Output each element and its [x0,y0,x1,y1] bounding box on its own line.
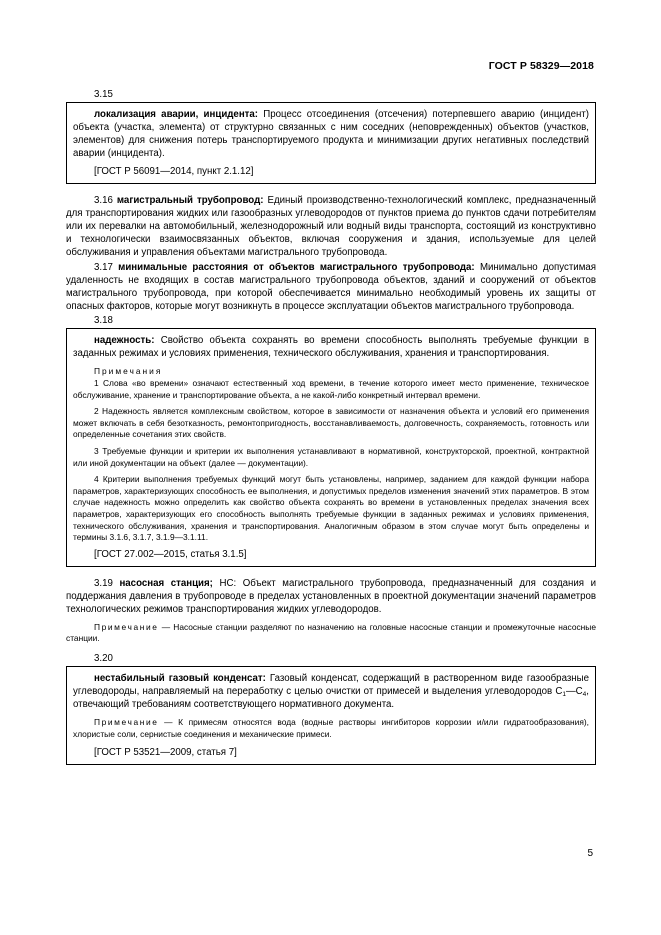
note-item: 3 Требуемые функции и критерии их выполнения устанавливают в нормативной, конструкторской, проектной, контрактной или иной документации на объект (далее — документации). [73,445,589,468]
term-name: локализация аварии, инцидента: [94,109,259,120]
page-number: 5 [587,848,593,859]
term-source-ref: [ГОСТ Р 53521—2009, статья 7] [94,747,237,759]
term-source-ref: [ГОСТ 27.002—2015, статья 3.1.5] [94,548,247,560]
note-text: — Насосные станции разделяют по назначению на головные насосные станции и промежуточные насосные станции. [66,621,596,644]
document-body [66,88,596,765]
term-definition-3-18 [73,334,589,360]
term-definition-3-16 [66,194,596,259]
term-text-a: Газовый конденсат, содержащий в растворенном виде газообразные углеводороды, направляемый на переработку с целью очистки от примесей и выделения углеводородов С [73,672,589,697]
note-item: 1 Слова «во времени» означают естественный ход времени, в течение которого имеет место применение, техническое обслуживание, хранение и транспортирование объекта, а не какой-либо конкретный интервал времени. [73,378,589,400]
term-text: Единый производственно-технологический комплекс, предназначенный для транспортирования жидких или газообразных углеводородов от пунктов приема до пунктов сдачи потребителям или их перевалки на автомобильный, железнодорожный или водный виды транспорта, состоящий из конструктивно и технологически взаимосвязанных объектов, включая сооружения и здания, используемые для целей обслуживания и управления объектами магистрального трубопровода. [66,195,596,258]
term-note-3-19 [66,622,596,645]
term-number: 3.19 [94,577,120,589]
term-name: нестабильный газовый конденсат: [94,672,266,684]
term-name: насосная станция; [119,577,213,589]
term-text-b: , отвечающий требованиям соответствующего нормативного документа. [73,685,589,710]
notes-title: Примечания [94,366,163,376]
term-box-3-15 [66,102,596,184]
term-text: Процесс отсоединения (отсечения) потерпевшего аварию (инцидент) объекта (участка, элемента) от структурно связанных с ним соседних (неповрежденных) объектов (участков, элементов) для снижения потерь транспортируемого продукта и минимизации других негативных последствий аварии (инцидента). [73,109,589,159]
term-box-3-20 [66,666,596,765]
term-definition-3-20 [73,672,589,711]
term-text: НС: Объект магистрального трубопровода, предназначенный для создания и поддержания давления в трубопроводе в пределах установленных в проектной документации значений параметров технологических режимов транспортирования жидких углеводородов. [66,577,596,615]
term-number-3-18: 3.18 [94,315,113,326]
term-text: Минимально допустимая удаленность не входящих в состав магистрального трубопровода объектов, зданий и сооружений от объектов магистрального трубопровода, при которой обеспечивается минимально необходимый уровень их защиты от опасных факторов, которые могут возникнуть в процессе эксплуатации объектов магистрального трубопровода. [66,262,596,312]
term-note-3-20 [73,717,589,740]
subscript-4: 4 [582,690,587,698]
term-number: 3.16 [94,195,117,206]
term-box-3-18 [66,328,596,567]
note-item: 2 Надежность является комплексным свойством, которое в зависимости от назначения объекта и условий его применения может включать в себя безотказность, ремонтопригодность, восстанавливаемость, долговечность, сохраняемость, готовность или определенные сочетания этих свойств. [73,406,589,440]
dash-c: —С [565,685,583,697]
term-definition-3-17 [66,261,596,313]
term-number-3-15: 3.15 [94,89,113,100]
term-name: магистральный трубопровод: [116,195,264,206]
document-header-id: ГОСТ Р 58329—2018 [488,60,594,72]
term-source-ref: [ГОСТ Р 56091—2014, пункт 2.1.12] [94,166,254,177]
note-text: — К примесям относятся вода (водные растворы ингибиторов коррозии и/или гидратообразования), хлористые соли, сернистые соединения и механические примеси. [73,716,589,739]
subscript-1: 1 [562,690,566,698]
term-number-3-20: 3.20 [94,652,113,664]
term-definition-3-15 [73,108,589,160]
note-item: 4 Критерии выполнения требуемых функций могут быть установлены, например, заданием для каждой функции набора параметров, характеризующих способность ее выполнения, и допустимых пределов изменения значений этих параметров. В этом случае надежность можно определить как свойство объекта сохранять во времени в установленных пределах значения всех параметров, характеризующих его способность выполнять требуемые функции в заданных режимах и условиях применения, технического обслуживания, хранения и транспортирования. Аналогичным образом в этом случае могут быть определены и термины 3.1.6, 3.1.7, 3.1.9—3.1.11. [73,474,589,543]
term-number: 3.17 [94,262,119,273]
term-name: минимальные расстояния от объектов магистрального трубопровода: [118,262,475,273]
note-label: Примечание [94,716,159,727]
term-text: Свойство объекта сохранять во времени способность выполнять требуемые функции в заданных режимах и условиях применения, технического обслуживания, хранения и транспортирования. [73,335,589,359]
note-label: Примечание [94,621,159,632]
term-name: надежность: [94,335,155,346]
term-definition-3-19 [66,577,596,616]
